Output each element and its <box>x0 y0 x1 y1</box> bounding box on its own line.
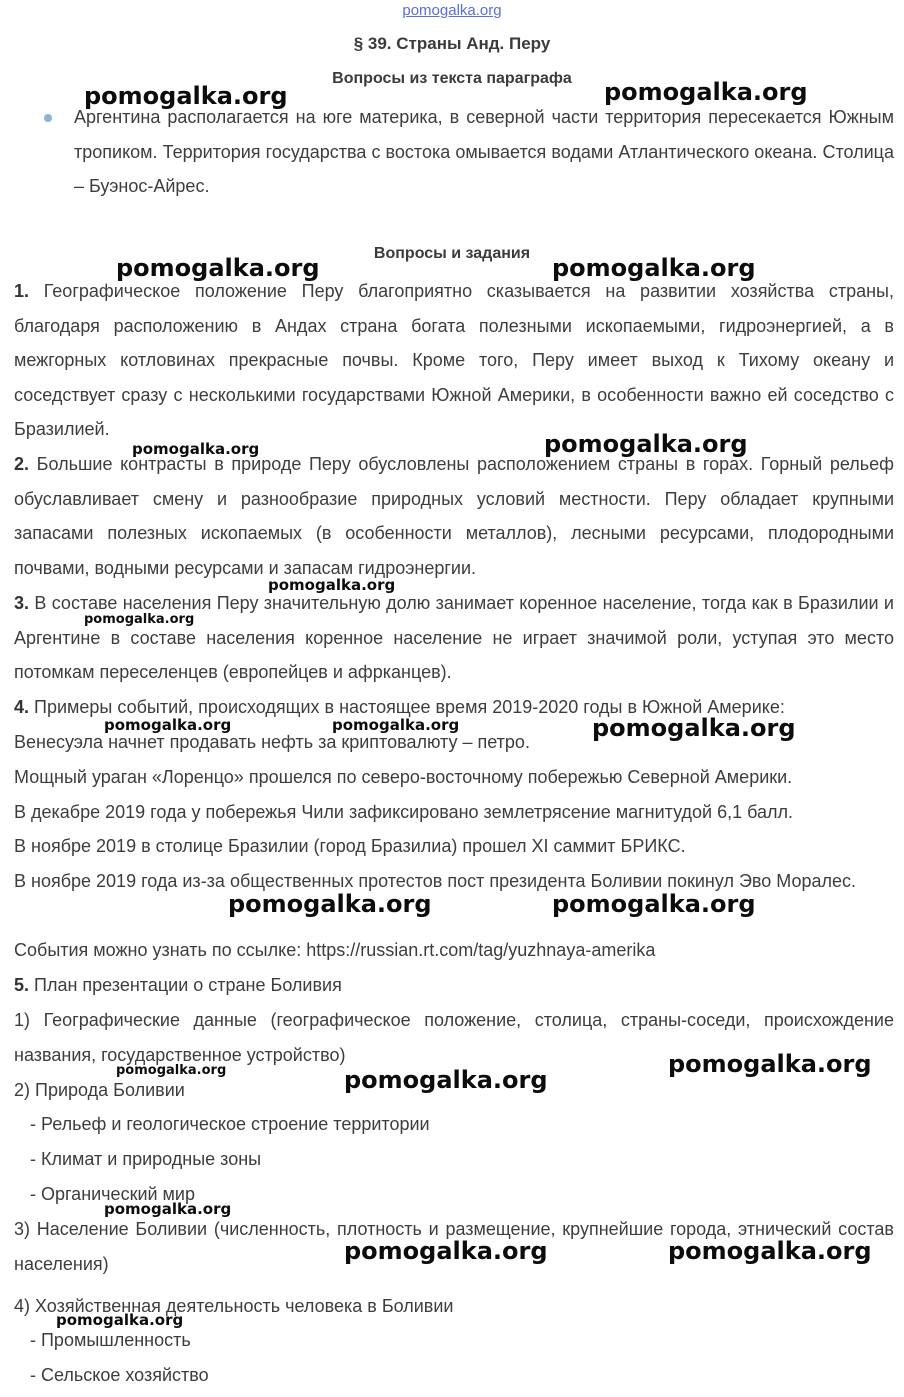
plan-subitem: - Климат и природные зоны <box>30 1149 262 1169</box>
plan-subitem: - Органический мир <box>30 1184 195 1204</box>
answer-text: Большие контрасты в природе Перу обусловлены расположением страны в горах. Горный рельеф обуславливает смену и разнообразие природных условий местности. Перу обладает крупными запасами полезных ископаемых (в особенности металлов), лесными ресурсами, плодородными почвами, водными ресурсами и запасам гидроэнергии. <box>14 454 894 578</box>
plan-item-4: 4) Хозяйственная деятельность человека в Боливии <box>14 1296 454 1316</box>
answer-text: Географическое положение Перу благоприятно сказывается на развитии хозяйства страны, благодаря расположению в Андах страна богата полезными ископаемыми, гидроэнергией, а в межгорных котловинах прекрасные почвы. Кроме того, Перу имеет выход к Тихому океану и соседствует сразу с несколькими государствами Южной Америки, в особенности важно ей соседство с Бразилией. <box>14 281 894 440</box>
watermark: pomogalka.org <box>84 82 288 110</box>
watermark: pomogalka.org <box>592 714 796 742</box>
plan-subitem: - Рельеф и геологическое строение территории <box>30 1114 430 1134</box>
watermark: pomogalka.org <box>332 716 460 734</box>
bullet-dot-icon <box>44 114 52 122</box>
watermark: pomogalka.org <box>344 1237 548 1265</box>
section-heading-text-questions: Вопросы из текста параграфа <box>332 70 572 87</box>
plan-item-2: 2) Природа Боливии <box>14 1080 185 1100</box>
answer-2 <box>14 447 894 585</box>
plan-item-3: 3) Население Боливии (численность, плотность и размещение, крупнейшие города, этнический состав населения) <box>14 1219 894 1274</box>
answer-1 <box>14 274 894 447</box>
answer-4-intro <box>14 690 894 725</box>
watermark: pomogalka.org <box>552 890 756 918</box>
answer-number: 3. <box>14 593 30 613</box>
watermark: pomogalka.org <box>544 430 748 458</box>
event-item: В декабре 2019 года у побережья Чили зафиксировано землетрясение магнитудой 6,1 балл. <box>14 802 794 822</box>
watermark: pomogalka.org <box>604 78 808 106</box>
answer-5-intro <box>14 968 894 1003</box>
answer-number: 2. <box>14 454 30 474</box>
answer-number: 5. <box>14 975 30 995</box>
watermark: pomogalka.org <box>104 716 232 734</box>
watermark: pomogalka.org <box>116 254 320 282</box>
event-item: Мощный ураган «Лоренцо» прошелся по северо-восточному побережью Северной Америки. <box>14 767 793 787</box>
answer-text: План презентации о стране Боливия <box>34 975 342 995</box>
watermark: pomogalka.org <box>668 1050 872 1078</box>
answer-number: 1. <box>14 281 30 301</box>
answer-text: В составе населения Перу значительную долю занимает коренное население, тогда как в Бразилии и Аргентине в составе населения коренное население не играет значимой роли, уступая это место потомкам переселенцев (европейцев и афрканцев). <box>14 593 894 683</box>
watermark: pomogalka.org <box>344 1066 548 1094</box>
watermark: pomogalka.org <box>56 1311 184 1329</box>
intro-paragraph: Аргентина располагается на юге материка, в северной части территория пересекается Южным тропиком. Территория государства с востока омывается водами Атлантического океана. Столица – Буэнос-Айрес. <box>74 107 894 197</box>
event-item: Венесуэла начнет продавать нефть за криптовалюту – петро. <box>14 732 530 752</box>
watermark: pomogalka.org <box>84 612 195 627</box>
plan-item-1: 1) Географические данные (географическое положение, столица, страны-соседи, происхождение названия, государственное устройство) <box>14 1010 894 1065</box>
watermark: pomogalka.org <box>132 440 260 458</box>
event-item: В ноябре 2019 в столице Бразилии (город Бразилиа) прошел XI саммит БРИКС. <box>14 836 686 856</box>
watermark: pomogalka.org <box>228 890 432 918</box>
event-item: В ноябре 2019 года из-за общественных протестов пост президента Боливии покинул Эво Моралес. <box>14 871 857 891</box>
watermark: pomogalka.org <box>104 1200 232 1218</box>
watermark: pomogalka.org <box>668 1237 872 1265</box>
answer-3 <box>14 586 894 690</box>
answer-number: 4. <box>14 697 30 717</box>
answer-text: Примеры событий, происходящих в настоящее время 2019-2020 годы в Южной Америке: <box>34 697 785 717</box>
plan-subitem: - Промышленность <box>30 1330 191 1350</box>
page-title: § 39. Страны Анд. Перу <box>353 34 551 53</box>
watermark: pomogalka.org <box>552 254 756 282</box>
watermark: pomogalka.org <box>116 1063 227 1078</box>
watermark: pomogalka.org <box>268 576 396 594</box>
site-link[interactable]: pomogalka.org <box>402 2 502 19</box>
events-link-line[interactable]: События можно узнать по ссылке: https://russian.rt.com/tag/yuzhnaya-amerika <box>14 940 656 960</box>
plan-subitem: - Сельское хозяйство <box>30 1365 209 1385</box>
section-heading-tasks: Вопросы и задания <box>373 245 531 262</box>
